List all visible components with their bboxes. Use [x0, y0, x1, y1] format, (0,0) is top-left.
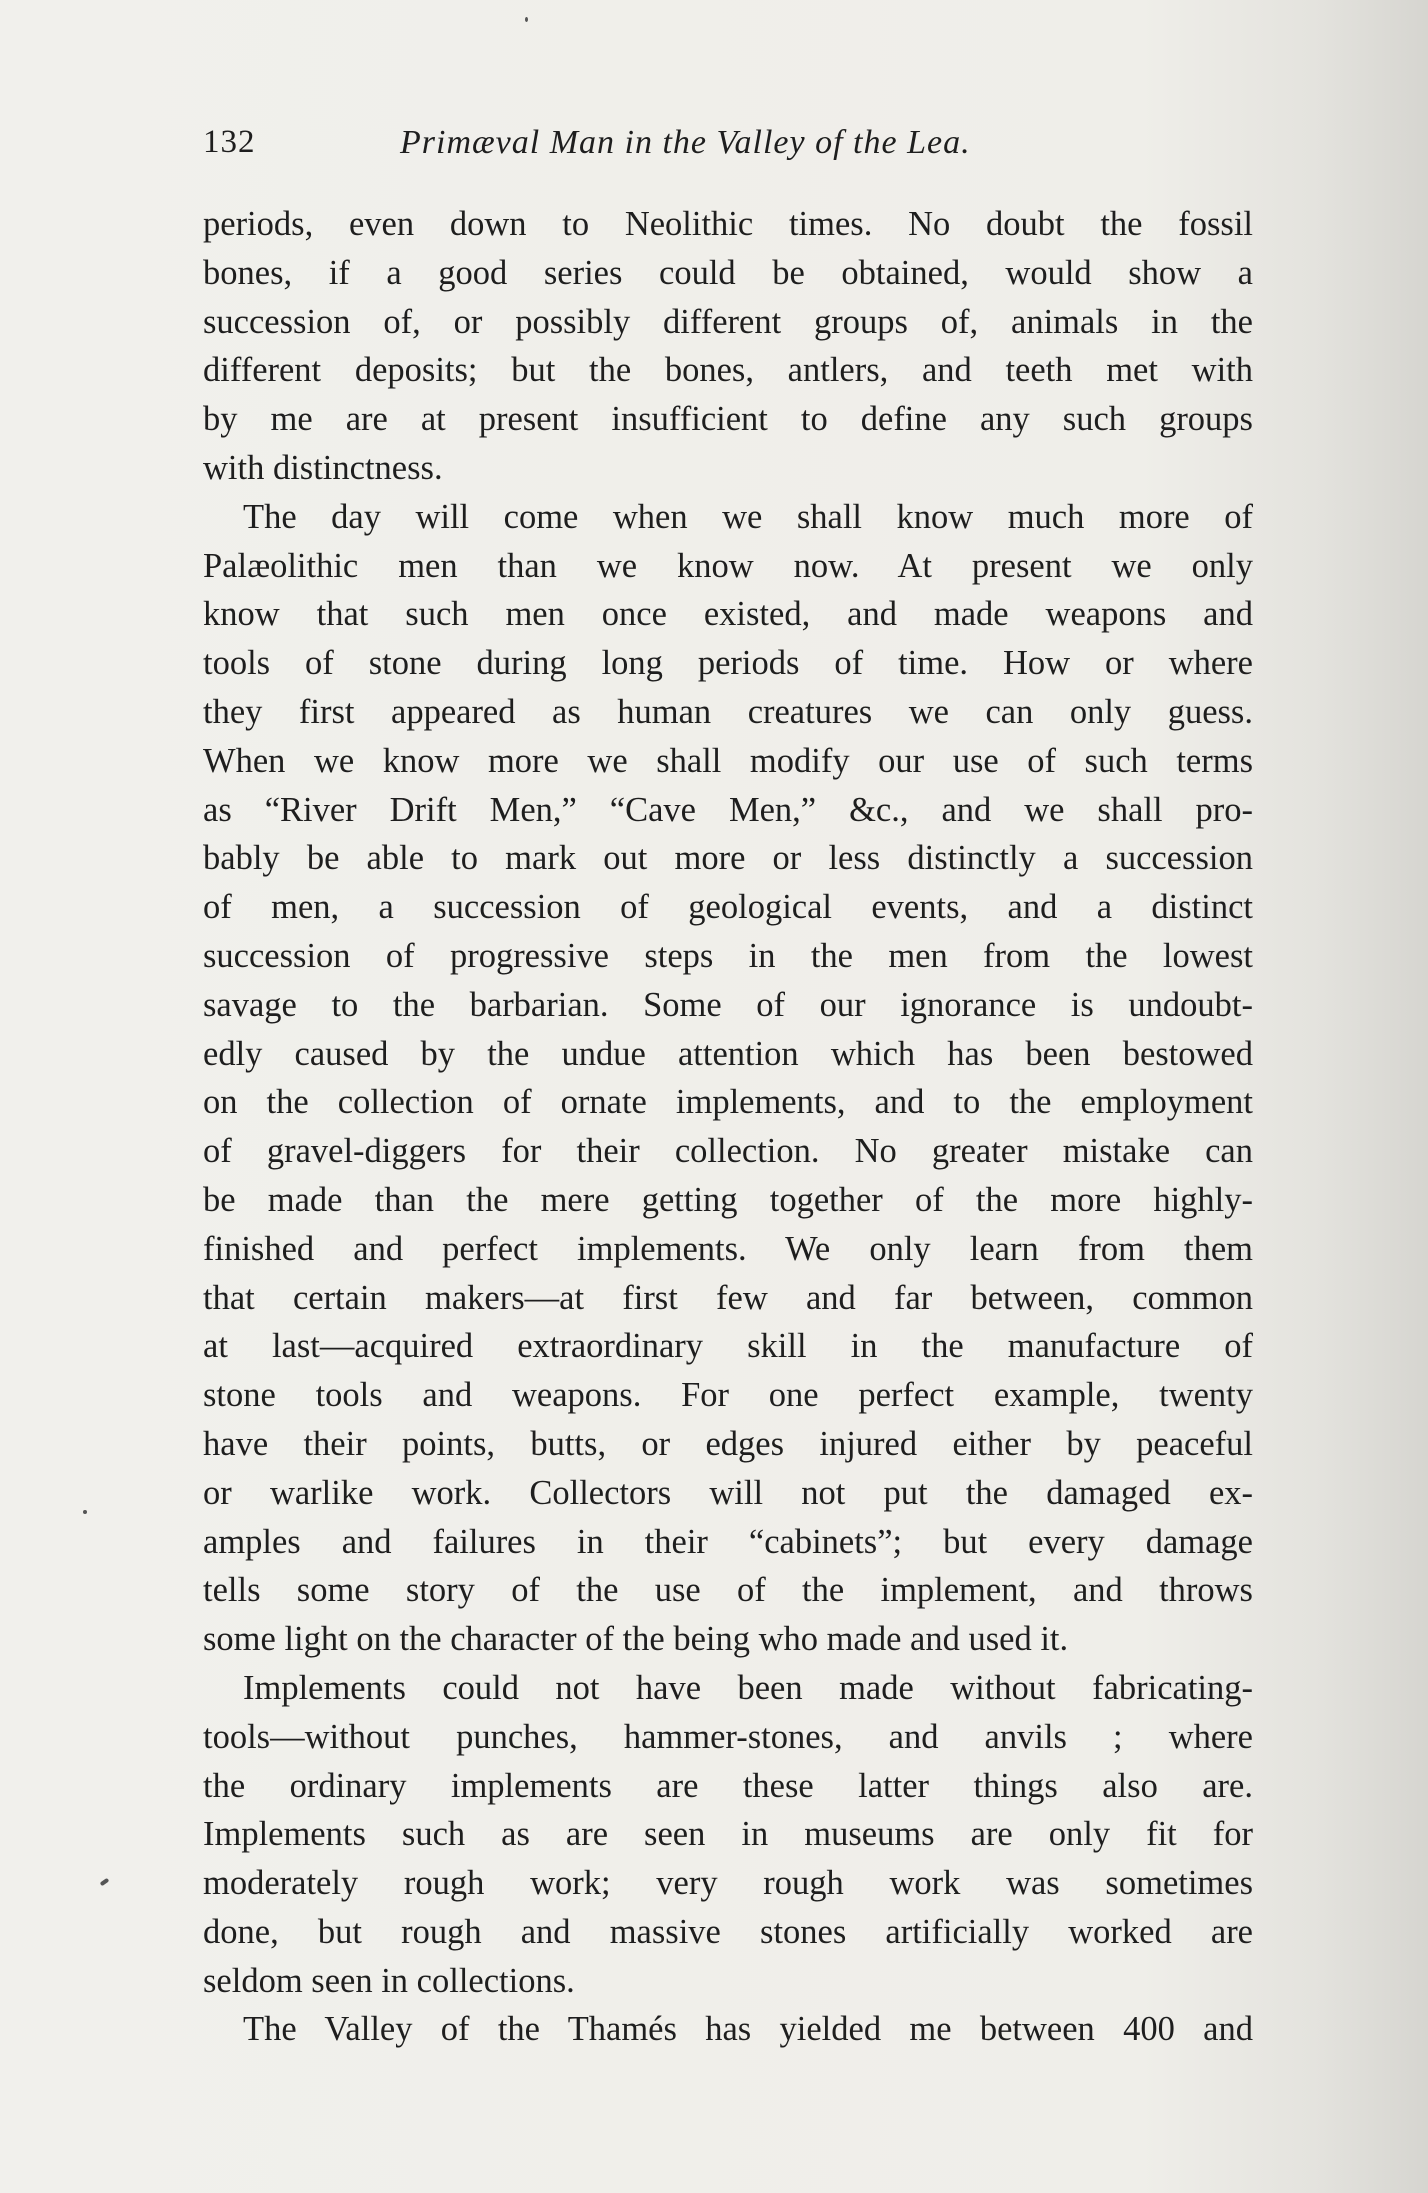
text-line: that certain makers—at first few and far between, common [203, 1278, 1253, 1317]
paragraph [203, 200, 1253, 493]
text-line: on the collection of ornate implements, and to the employment [203, 1083, 1253, 1122]
paragraph [203, 2005, 1253, 2054]
text-line: The day will come when we shall know much more of [243, 497, 1253, 536]
text-line: at last—acquired extraordinary skill in the manufacture of [203, 1327, 1253, 1366]
text-line: Implements such as are seen in museums are only fit for [203, 1815, 1253, 1854]
text-line: moderately rough work; very rough work was sometimes [203, 1864, 1253, 1903]
text-line: be made than the mere getting together of the more highly- [203, 1180, 1253, 1219]
paragraph [203, 1664, 1253, 2006]
text-line: know that such men once existed, and made weapons and [203, 595, 1253, 634]
text-line: tools of stone during long periods of time. How or where [203, 644, 1253, 683]
text-line: bably be able to mark out more or less distinctly a succession [203, 839, 1253, 878]
text-line: of men, a succession of geological events, and a distinct [203, 888, 1253, 927]
text-line: The Valley of the Thamés has yielded me between 400 and [243, 2010, 1253, 2049]
text-line: finished and perfect implements. We only learn from them [203, 1229, 1253, 1268]
text-line: When we know more we shall modify our use of such terms [203, 741, 1253, 780]
running-title: Primæval Man in the Valley of the Lea. [400, 124, 971, 161]
text-line: as “River Drift Men,” “Cave Men,” &c., and we shall pro- [203, 790, 1253, 829]
print-speck [525, 17, 528, 22]
text-line: or warlike work. Collectors will not put the damaged ex- [203, 1473, 1253, 1512]
text-line: amples and failures in their “cabinets”; but every damage [203, 1522, 1253, 1561]
text-line: stone tools and weapons. For one perfect example, twenty [203, 1376, 1253, 1415]
text-line: the ordinary implements are these latter things also are. [203, 1766, 1253, 1805]
text-line: Implements could not have been made without fabricating- [243, 1668, 1253, 1707]
text-line: tells some story of the use of the implement, and throws [203, 1571, 1253, 1610]
text-line: succession of, or possibly different groups of, animals in the [203, 302, 1253, 341]
text-line: by me are at present insufficient to define any such groups [203, 400, 1253, 439]
text-line: seldom seen in collections. [203, 1961, 575, 2000]
body-text [203, 200, 1253, 2054]
text-line: different deposits; but the bones, antlers, and teeth met with [203, 351, 1253, 390]
print-speck [83, 1510, 87, 1514]
text-line: periods, even down to Neolithic times. No doubt the fossil [203, 205, 1253, 243]
text-line: have their points, butts, or edges injured either by peaceful [203, 1424, 1253, 1463]
text-line: with distinctness. [203, 448, 443, 487]
text-line: bones, if a good series could be obtained, would show a [203, 253, 1253, 292]
text-line: savage to the barbarian. Some of our ignorance is undoubt- [203, 985, 1253, 1024]
text-line: edly caused by the undue attention which has been bestowed [203, 1034, 1253, 1073]
text-line: done, but rough and massive stones artificially worked are [203, 1912, 1253, 1951]
text-line: of gravel-diggers for their collection. No greater mistake can [203, 1132, 1253, 1171]
text-line: succession of progressive steps in the men from the lowest [203, 936, 1253, 975]
text-line: some light on the character of the being who made and used it. [203, 1620, 1069, 1659]
running-header [203, 124, 1253, 168]
print-speck [100, 1878, 110, 1886]
text-line: tools—without punches, hammer-stones, and anvils ; where [203, 1717, 1253, 1756]
page-number: 132 [203, 124, 256, 160]
text-line: Palæolithic men than we know now. At present we only [203, 546, 1253, 585]
text-line: they first appeared as human creatures we can only guess. [203, 692, 1253, 731]
paragraph [203, 493, 1253, 1664]
